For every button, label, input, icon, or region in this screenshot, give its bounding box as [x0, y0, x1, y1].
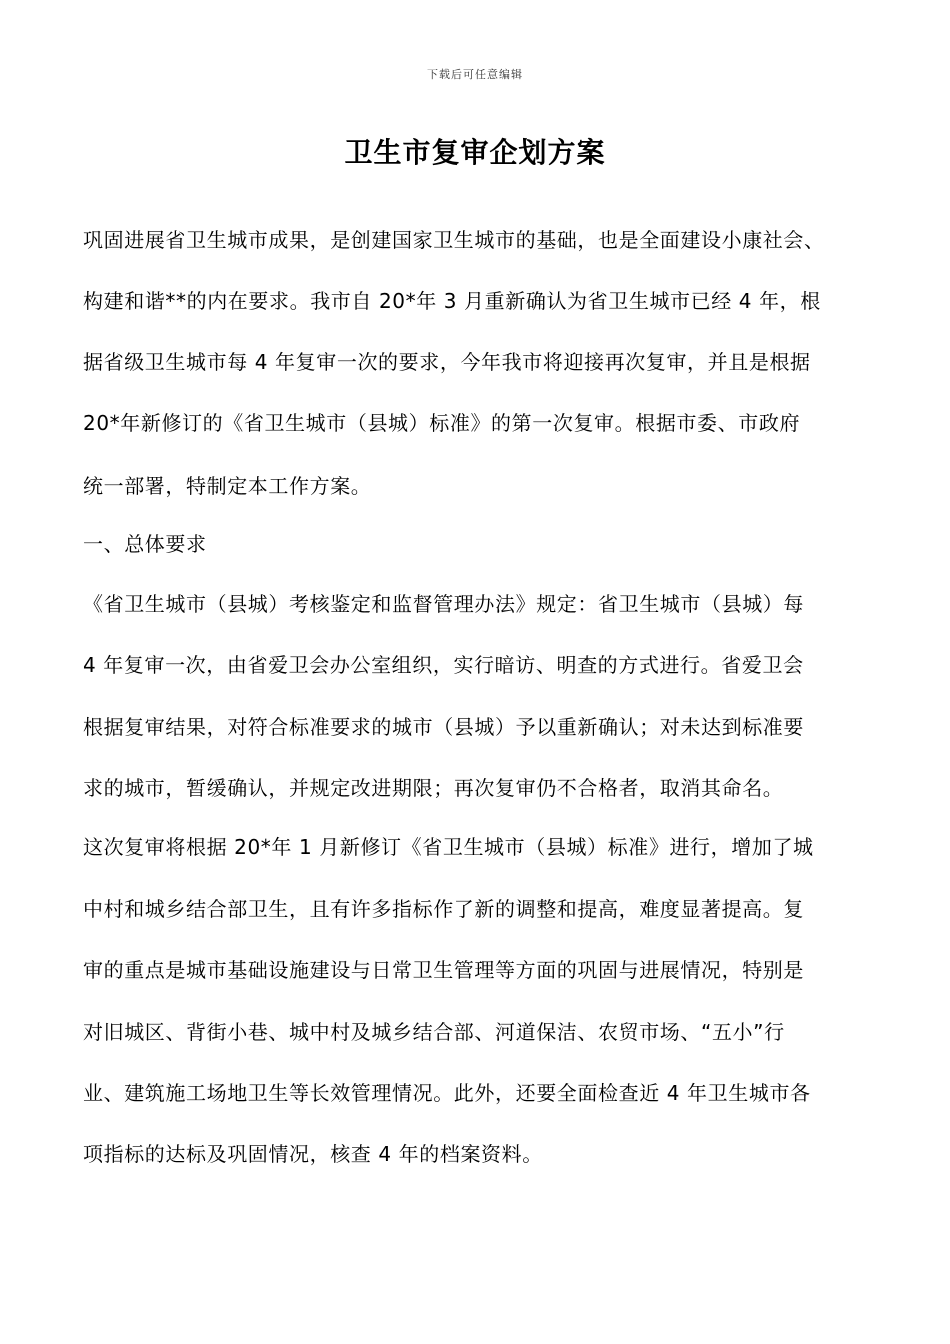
body-line: 巩固进展省卫生城市成果，是创建国家卫生城市的基础，也是全面建设小康社会、: [83, 228, 825, 252]
body-line: 项指标的达标及巩固情况，核查 4 年的档案资料。: [83, 1142, 543, 1166]
body-line: 20*年新修订的《省卫生城市（县城）标准》的第一次复审。根据市委、市政府: [83, 411, 801, 435]
header-note: 下载后可任意编辑: [427, 68, 523, 81]
body-line: 统一部署，特制定本工作方案。: [83, 474, 372, 498]
body-line: 业、建筑施工场地卫生等长效管理情况。此外，还要全面检查近 4 年卫生城市各: [83, 1081, 811, 1105]
document-title: 卫生市复审企划方案: [344, 136, 606, 169]
body-line: 构建和谐**的内在要求。我市自 20*年 3 月重新确认为省卫生城市已经 4 年，根: [83, 289, 821, 313]
body-line: 4 年复审一次，由省爱卫会办公室组织，实行暗访、明查的方式进行。省爱卫会: [83, 653, 804, 677]
body-line: 据省级卫生城市每 4 年复审一次的要求，今年我市将迎接再次复审，并且是根据: [83, 350, 811, 374]
body-line: 中村和城乡结合部卫生，且有许多指标作了新的调整和提高，难度显著提高。复: [83, 897, 804, 921]
body-line: 对旧城区、背街小巷、城中村及城乡结合部、河道保洁、农贸市场、“五小”行: [83, 1020, 785, 1044]
body-line: 这次复审将根据 20*年 1 月新修订《省卫生城市（县城）标准》进行，增加了城: [83, 835, 814, 859]
section-heading: 一、总体要求: [83, 532, 207, 556]
body-line: 《省卫生城市（县城）考核鉴定和监督管理办法》规定：省卫生城市（县城）每: [83, 592, 804, 616]
body-line: 审的重点是城市基础设施建设与日常卫生管理等方面的巩固与进展情况，特别是: [83, 958, 804, 982]
body-line: 根据复审结果，对符合标准要求的城市（县城）予以重新确认；对未达到标准要: [83, 715, 804, 739]
body-line: 求的城市，暂缓确认，并规定改进期限；再次复审仍不合格者，取消其命名。: [83, 776, 784, 800]
